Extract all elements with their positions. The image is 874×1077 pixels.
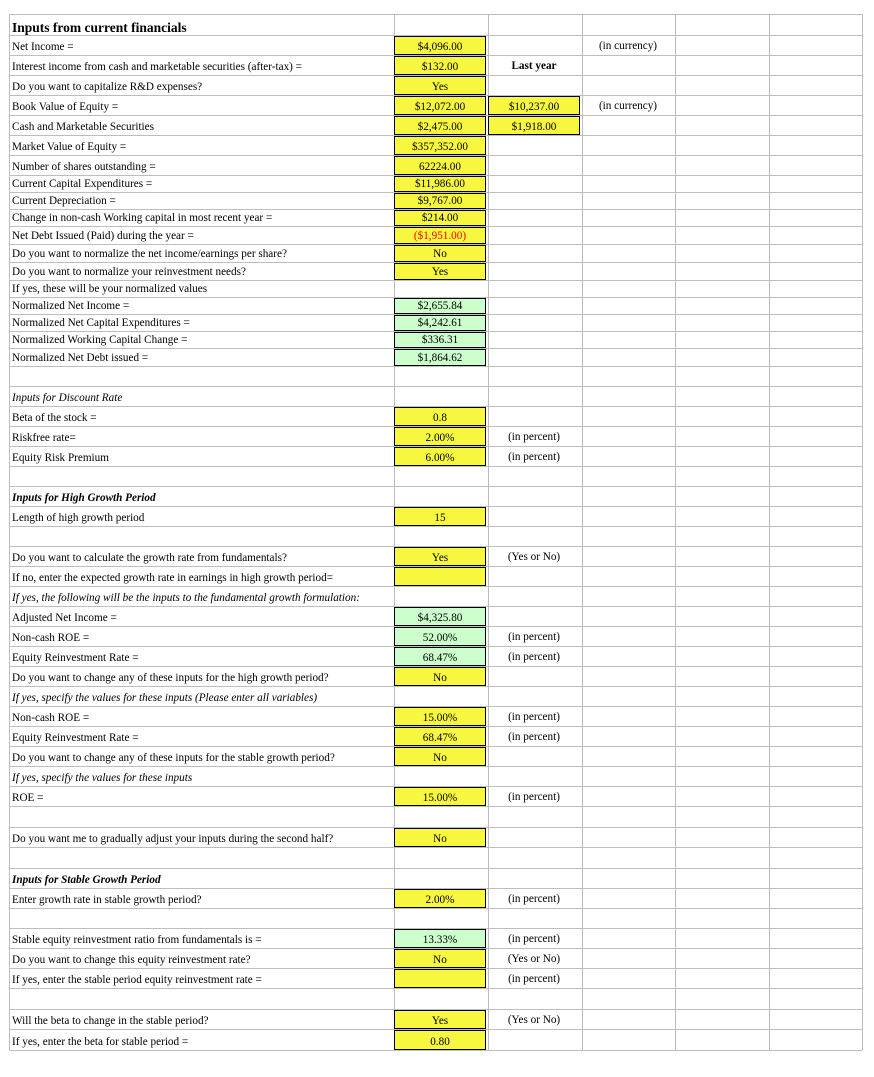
input-cell-value: Yes <box>431 266 449 278</box>
sheet-row <box>9 226 862 244</box>
row-label[interactable]: Inputs for Stable Growth Period <box>12 874 161 886</box>
input-cell[interactable] <box>394 227 486 244</box>
unit-note: (in currency) <box>598 100 658 112</box>
input-cell[interactable] <box>394 56 486 75</box>
input-cell[interactable] <box>394 667 486 686</box>
unit-note: (in currency) <box>598 40 658 52</box>
sheet-row <box>9 646 862 666</box>
input-cell-value: 62224.00 <box>419 161 461 173</box>
input-cell[interactable] <box>394 407 486 426</box>
unit-note: (in percent) <box>508 973 560 985</box>
sheet-row <box>9 706 862 726</box>
input-cell[interactable] <box>394 263 486 280</box>
sheet-row <box>9 586 862 606</box>
row-label[interactable]: Cash and Marketable Securities <box>12 121 154 133</box>
sheet-row <box>9 75 862 95</box>
sheet-row <box>9 331 862 348</box>
sheet-row <box>9 746 862 766</box>
input-cell-value: 15 <box>434 512 446 524</box>
sheet-row <box>9 786 862 806</box>
row-label[interactable]: Equity Reinvestment Rate = <box>12 732 139 744</box>
sheet-row <box>9 95 862 115</box>
input-cell[interactable] <box>394 889 486 908</box>
input-cell[interactable] <box>394 176 486 192</box>
input-cell-value: $2,475.00 <box>417 121 463 133</box>
input-cell[interactable] <box>394 332 486 348</box>
unit-note: (in percent) <box>508 711 560 723</box>
unit-note: (in percent) <box>508 651 560 663</box>
input-cell-value: 52.00% <box>422 632 458 644</box>
sheet-row <box>9 806 862 827</box>
input-cell-value: $357,352.00 <box>412 141 468 153</box>
sheet-row <box>9 686 862 706</box>
row-label[interactable]: Enter growth rate in stable growth period? <box>12 894 202 906</box>
sheet-row <box>9 726 862 746</box>
sheet-row <box>9 446 862 466</box>
sheet-row <box>9 1029 862 1050</box>
row-label[interactable]: Equity Risk Premium <box>12 452 109 464</box>
row-label[interactable]: Do you want to capitalize R&D expenses? <box>12 81 203 93</box>
input-cell-value: 68.47% <box>422 732 458 744</box>
row-label[interactable]: Do you want to change any of these inputs for the stable growth period? <box>12 752 335 764</box>
input-cell-value: $132.00 <box>421 61 459 73</box>
row-label[interactable]: Normalized Working Capital Change = <box>12 334 188 346</box>
sheet-row <box>9 766 862 786</box>
row-label[interactable]: Do you want to change this equity reinvestment rate? <box>12 954 251 966</box>
row-label[interactable]: Do you want to change any of these inputs for the high growth period? <box>12 672 329 684</box>
row-label[interactable]: Interest income from cash and marketable securities (after-tax) = <box>12 61 302 73</box>
sheet-row <box>9 175 862 192</box>
sheet-row <box>9 868 862 888</box>
unit-note: (in percent) <box>508 451 560 463</box>
input-cell[interactable] <box>394 727 486 746</box>
input-cell[interactable] <box>394 627 486 646</box>
input-cell-value: 13.33% <box>422 934 458 946</box>
sheet-row <box>9 908 862 928</box>
input-cell-value: No <box>433 248 447 260</box>
row-label[interactable]: Do you want to calculate the growth rate from fundamentals? <box>12 552 287 564</box>
sheet-row <box>9 35 862 55</box>
row-label[interactable]: Inputs for High Growth Period <box>12 492 156 504</box>
row-label[interactable]: If yes, the following will be the inputs to the fundamental growth formulation: <box>12 592 360 604</box>
input-cell[interactable] <box>394 647 486 666</box>
input-cell-value: $4,242.61 <box>417 317 463 329</box>
sheet-row <box>9 262 862 280</box>
input-cell-value: $4,096.00 <box>417 41 463 53</box>
input-cell-value: 0.80 <box>430 1036 450 1048</box>
row-label[interactable]: Riskfree rate= <box>12 432 76 444</box>
sheet-row <box>9 506 862 526</box>
grid-row-line <box>9 1050 862 1051</box>
input-cell[interactable] <box>394 245 486 262</box>
sheet-row <box>9 546 862 566</box>
sheet-row <box>9 847 862 868</box>
sheet-row <box>9 192 862 209</box>
unit-note: (in percent) <box>508 893 560 905</box>
input-cell[interactable] <box>394 36 486 55</box>
unit-note: (Yes or No) <box>507 953 561 965</box>
row-label[interactable]: Non-cash ROE = <box>12 632 90 644</box>
input-cell[interactable] <box>394 567 486 586</box>
input-cell[interactable] <box>394 76 486 95</box>
row-label[interactable]: If yes, specify the values for these inputs (Please enter all variables) <box>12 692 318 704</box>
grid-column-line <box>862 14 863 1050</box>
sheet-row <box>9 666 862 686</box>
row-label[interactable]: ROE = <box>12 792 44 804</box>
sheet-row <box>9 280 862 297</box>
input-cell[interactable] <box>394 828 486 847</box>
row-label[interactable]: Normalized Net Debt issued = <box>12 352 149 364</box>
input-cell[interactable] <box>394 607 486 626</box>
input-cell[interactable] <box>394 427 486 446</box>
row-label[interactable]: If yes, enter the beta for stable period = <box>12 1036 189 1048</box>
sheet-row <box>9 566 862 586</box>
input-cell[interactable] <box>394 156 486 175</box>
input-cell-value: Yes <box>431 552 449 564</box>
row-label[interactable]: Beta of the stock = <box>12 412 97 424</box>
input-cell[interactable] <box>394 1030 486 1050</box>
input-cell-value: No <box>433 833 447 845</box>
input-cell-value: $4,325.80 <box>417 612 463 624</box>
row-label[interactable]: Do you want to normalize your reinvestment needs? <box>12 266 246 278</box>
input-cell[interactable] <box>394 349 486 366</box>
input-cell-value: No <box>433 752 447 764</box>
sheet-row <box>9 928 862 948</box>
sheet-row <box>9 466 862 486</box>
input-cell-value: 2.00% <box>425 432 455 444</box>
input-cell-value: No <box>433 672 447 684</box>
spreadsheet-grid <box>9 14 862 1058</box>
sheet-row <box>9 968 862 988</box>
row-label[interactable]: Normalized Net Income = <box>12 300 130 312</box>
row-label[interactable]: Market Value of Equity = <box>12 141 127 153</box>
input-cell[interactable] <box>394 507 486 526</box>
sheet-row <box>9 988 862 1009</box>
input-cell-value: 15.00% <box>422 792 458 804</box>
input-cell[interactable] <box>394 547 486 566</box>
row-label[interactable]: Number of shares outstanding = <box>12 161 156 173</box>
input-cell[interactable] <box>394 136 486 155</box>
input-cell[interactable] <box>394 969 486 988</box>
input-cell-value: $9,767.00 <box>417 195 463 207</box>
sheet-row <box>9 626 862 646</box>
sheet-row <box>9 888 862 908</box>
input-cell[interactable] <box>394 116 486 135</box>
input-cell[interactable] <box>394 298 486 314</box>
sheet-row <box>9 135 862 155</box>
row-label[interactable]: Inputs for Discount Rate <box>12 392 123 404</box>
input-cell-value: $11,986.00 <box>415 178 465 190</box>
sheet-row <box>9 55 862 75</box>
row-label[interactable]: Do you want to normalize the net income/earnings per share? <box>12 248 287 260</box>
input-cell-value: $12,072.00 <box>414 101 466 113</box>
sheet-row <box>9 948 862 968</box>
row-label[interactable]: If yes, specify the values for these inputs <box>12 772 193 784</box>
sheet-row <box>9 606 862 626</box>
input-cell[interactable] <box>394 787 486 806</box>
row-label[interactable]: If no, enter the expected growth rate in earnings in high growth period= <box>12 572 334 584</box>
row-label[interactable]: Inputs from current financials <box>12 20 187 35</box>
sheet-row <box>9 314 862 331</box>
unit-note: (in percent) <box>508 731 560 743</box>
row-label[interactable]: Current Capital Expenditures = <box>12 178 153 190</box>
input-cell-value: Yes <box>431 81 449 93</box>
input-cell-value: 2.00% <box>425 894 455 906</box>
last-year-input-cell[interactable]: $10,237.00 <box>488 96 580 115</box>
input-cell[interactable] <box>394 949 486 968</box>
sheet-row <box>9 244 862 262</box>
sheet-row <box>9 348 862 366</box>
sheet-row <box>9 526 862 546</box>
sheet-row <box>9 155 862 175</box>
sheet-row <box>9 486 862 506</box>
input-cell-value: 68.47% <box>422 652 458 664</box>
input-cell[interactable] <box>394 447 486 466</box>
row-label[interactable]: Net Debt Issued (Paid) during the year = <box>12 230 194 242</box>
input-cell[interactable] <box>394 193 486 209</box>
unit-note: Last year <box>511 60 557 72</box>
input-cell-value: 0.8 <box>433 412 447 424</box>
input-cell-value: $1,864.62 <box>417 352 463 364</box>
row-label[interactable]: Current Depreciation = <box>12 195 116 207</box>
sheet-row <box>9 297 862 314</box>
input-cell-value: Yes <box>431 1015 449 1027</box>
row-label[interactable]: Equity Reinvestment Rate = <box>12 652 139 664</box>
input-cell[interactable] <box>394 747 486 766</box>
row-label[interactable]: Book Value of Equity = <box>12 101 119 113</box>
unit-note: (in percent) <box>508 431 560 443</box>
input-cell-value: 6.00% <box>425 452 455 464</box>
input-cell-value: ($1,951.00) <box>413 230 467 242</box>
input-cell[interactable] <box>394 1010 486 1029</box>
input-cell-value: $214.00 <box>421 212 459 224</box>
row-label[interactable]: Will the beta to change in the stable period? <box>12 1015 209 1027</box>
sheet-row <box>9 406 862 426</box>
row-label[interactable]: Net Income = <box>12 41 74 53</box>
sheet-row <box>9 115 862 135</box>
input-cell[interactable] <box>394 210 486 226</box>
last-year-input-cell[interactable]: $1,918.00 <box>488 116 580 135</box>
row-label[interactable]: Do you want me to gradually adjust your inputs during the second half? <box>12 833 334 845</box>
sheet-row <box>9 209 862 226</box>
sheet-row <box>9 14 862 35</box>
input-cell-value: No <box>433 954 447 966</box>
row-label[interactable]: If yes, enter the stable period equity reinvestment rate = <box>12 974 262 986</box>
row-label[interactable]: Normalized Net Capital Expenditures = <box>12 317 190 329</box>
sheet-row <box>9 827 862 847</box>
row-label[interactable]: Change in non-cash Working capital in most recent year = <box>12 212 273 224</box>
input-cell[interactable] <box>394 929 486 948</box>
input-cell[interactable] <box>394 96 486 115</box>
row-label[interactable]: Length of high growth period <box>12 512 145 524</box>
row-label[interactable]: Adjusted Net Income = <box>12 612 117 624</box>
sheet-row <box>9 366 862 386</box>
sheet-row <box>9 386 862 406</box>
input-cell[interactable] <box>394 315 486 331</box>
sheet-row <box>9 1009 862 1029</box>
row-label[interactable]: Stable equity reinvestment ratio from fundamentals is = <box>12 934 262 946</box>
input-cell-value: 15.00% <box>422 712 458 724</box>
row-label[interactable]: If yes, these will be your normalized values <box>12 283 208 295</box>
unit-note: (Yes or No) <box>507 1014 561 1026</box>
unit-note: (in percent) <box>508 933 560 945</box>
unit-note: (in percent) <box>508 631 560 643</box>
input-cell[interactable] <box>394 707 486 726</box>
input-cell-value: $2,655.84 <box>417 300 463 312</box>
sheet-row <box>9 426 862 446</box>
row-label[interactable]: Non-cash ROE = <box>12 712 90 724</box>
unit-note: (Yes or No) <box>507 551 561 563</box>
unit-note: (in percent) <box>508 791 560 803</box>
input-cell-value: $336.31 <box>421 334 459 346</box>
